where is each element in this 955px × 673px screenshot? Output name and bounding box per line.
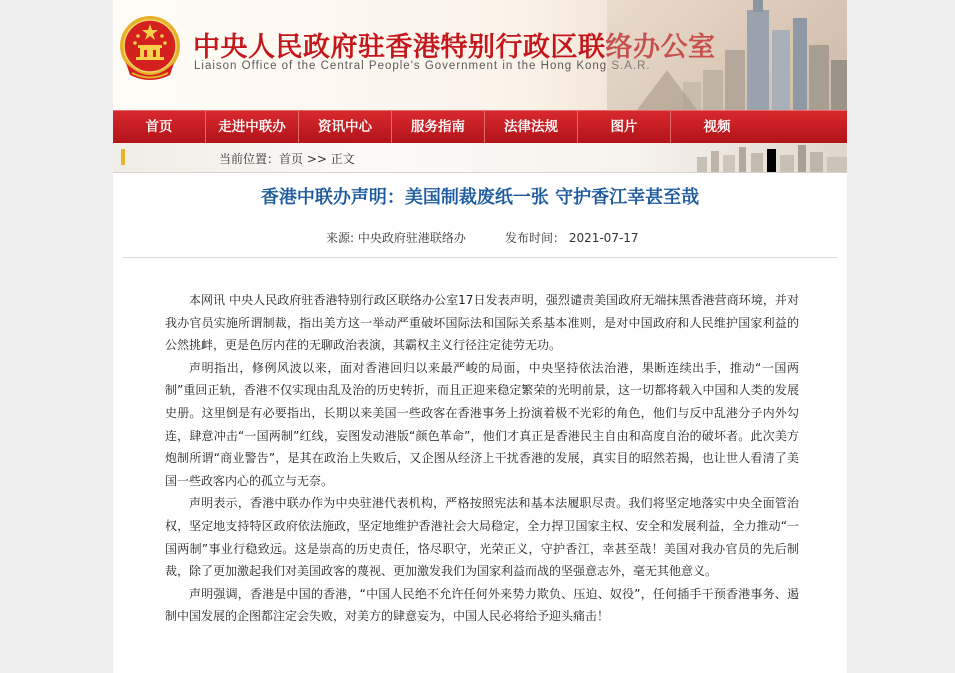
site-header — [113, 0, 847, 110]
nav-item-about[interactable]: 走进中联办 — [218, 119, 286, 135]
nav-item-photos[interactable]: 图片 — [610, 119, 638, 135]
article-title: 香港中联办声明：美国制裁废纸一张 守护香江幸甚至哉 — [260, 187, 700, 208]
breadcrumb-marker-icon — [121, 149, 125, 165]
article-paragraph: 本网讯 中央人民政府驻香港特别行政区联络办公室17日发表声明，强烈谴责美国政府无端抹黑香港营商环境，并对我办官员实施所谓制裁，指出美方这一举动严重破坏国际法和国际关系基本准则，是对中国政府和人民维护国家利益的公然挑衅，更是色厉内荏的无聊政治表演，其霸权主义行径注定徒劳无功。 — [165, 293, 799, 353]
breadcrumb-separator: >> — [303, 152, 331, 166]
left-margin — [0, 0, 113, 673]
article-paragraph: 声明表示，香港中联办作为中央驻港代表机构，严格按照宪法和基本法履职尽责。我们将坚定地落实中央全面管治权，坚定地支持特区政府依法施政，坚定地维护香港社会大局稳定，全力捍卫国家主权、安全和发展利益，全力推动“一国两制”事业行稳致远。这是崇高的历史责任，恪尽职守，光荣正义，守护香江，幸甚至哉！美国对我办官员的先后制裁，除了更加激起我们对美国政客的蔑视、更加激发我们为国家利益而战的坚强意志外，毫无其他意义。 — [165, 496, 799, 579]
breadcrumb-trail — [219, 150, 355, 167]
nav-item-news[interactable]: 资讯中心 — [318, 119, 372, 135]
breadcrumb-prefix: 当前位置： — [219, 152, 280, 166]
right-margin — [847, 0, 955, 673]
nav-item-services[interactable]: 服务指南 — [411, 119, 465, 135]
breadcrumb-skyline-illustration — [677, 143, 847, 172]
breadcrumb-home-link[interactable]: 首页 — [279, 152, 304, 166]
article-source: 来源: 中央政府驻港联络办 — [326, 231, 466, 245]
nav-item-laws[interactable]: 法律法规 — [504, 119, 558, 135]
main-nav — [113, 110, 847, 143]
page-container — [113, 0, 847, 673]
article-paragraph: 声明指出，修例风波以来，面对香港回归以来最严峻的局面，中央坚持依法治港，果断连续出手，推动“一国两制”重回正轨，香港不仅实现由乱及治的历史转折，而且正迎来稳定繁荣的光明前景，这一切都将载入中国和人类的发展史册。这里倒是有必要指出，长期以来美国一些政客在香港事务上扮演着极不光彩的角色，他们与反中乱港分子内外勾连，肆意冲击“一国两制”红线，妄图发动港版“颜色革命”，他们才真正是香港民主自由和高度自治的破坏者。此次美方炮制所谓“商业警告”，是其在政治上失败后，又企图从经济上干扰香港的发展，真实目的昭然若揭，也让世人看清了美国一些政客内心的孤立与无奈。 — [165, 360, 799, 488]
article-date: 发布时间： 2021-07-17 — [505, 231, 639, 245]
breadcrumb — [113, 143, 847, 173]
city-skyline-illustration — [607, 0, 847, 110]
nav-item-videos[interactable]: 视频 — [703, 119, 731, 135]
site-title: 中央人民政府驻香港特别行政区联络办公室 — [193, 32, 716, 63]
nav-item-home[interactable]: 首页 — [145, 119, 173, 135]
divider — [122, 257, 838, 258]
breadcrumb-current: 正文 — [330, 152, 355, 166]
national-emblem-icon[interactable] — [118, 15, 182, 83]
site-title-english: Liaison Office of the Central People's Government in the Hong Kong S.A.R. — [194, 60, 651, 72]
article-body — [165, 289, 799, 628]
article-paragraph: 声明强调，香港是中国的香港，“中国人民绝不允许任何外来势力欺负、压迫、奴役”，任何插手干预香港事务、遏制中国发展的企图都注定会失败，对美方的肆意妄为，中国人民必将给予迎头痛击！ — [165, 586, 799, 624]
